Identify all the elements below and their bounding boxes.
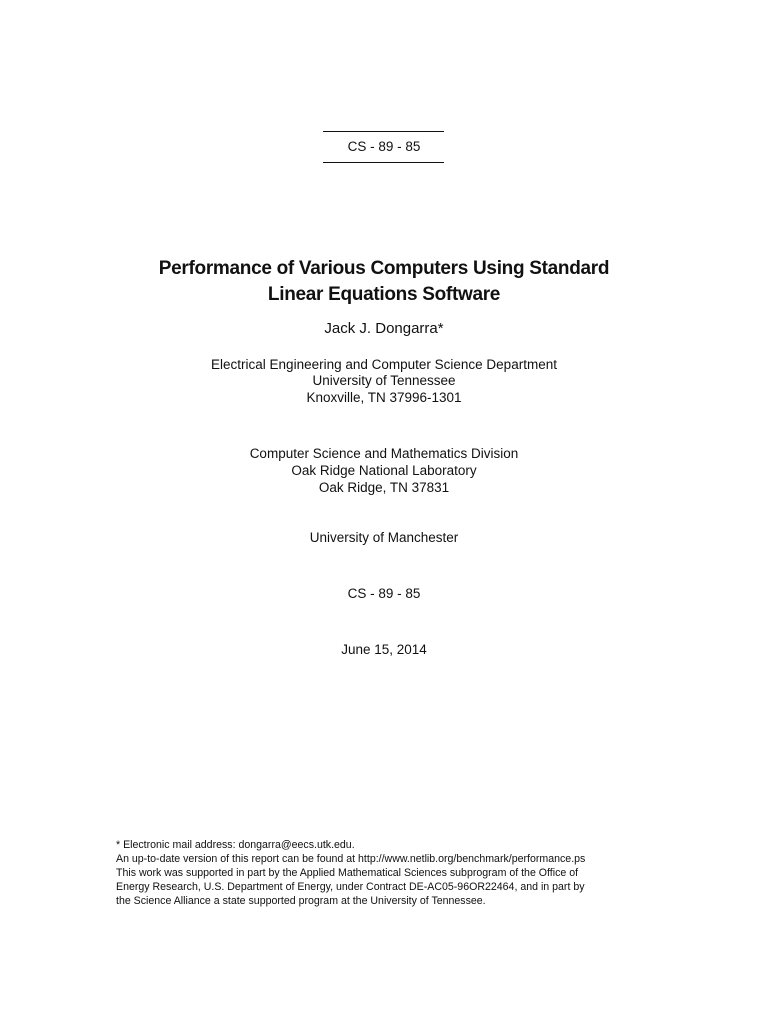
author-name: Jack J. Dongarra* <box>324 320 444 337</box>
footnote-line-support-2: Energy Research, U.S. Department of Energy, under Contract DE-AC05-96OR22464, and in part by <box>116 881 585 893</box>
report-number-bottom: CS - 89 - 85 <box>347 586 421 601</box>
affiliation-3-line-1: University of Manchester <box>309 530 459 545</box>
affiliation-1-line-2: University of Tennessee <box>312 373 456 388</box>
footnote-line-email: * Electronic mail address: dongarra@eecs.utk.edu. <box>116 839 355 851</box>
paper-title-line-1: Performance of Various Computers Using Standard <box>158 258 610 279</box>
report-date: June 15, 2014 <box>341 642 427 657</box>
affiliation-2-line-2: Oak Ridge National Laboratory <box>291 463 477 478</box>
affiliation-1-line-3: Knoxville, TN 37996-1301 <box>306 390 462 405</box>
affiliation-1-line-1: Electrical Engineering and Computer Science Department <box>211 357 557 372</box>
footnote-line-support-1: This work was supported in part by the Applied Mathematical Sciences subprogram of the Office of <box>116 867 579 879</box>
affiliation-2-line-3: Oak Ridge, TN 37831 <box>318 480 450 495</box>
affiliation-2-line-1: Computer Science and Mathematics Division <box>249 446 519 461</box>
footnote <box>116 838 656 908</box>
bottom-rule <box>323 162 444 163</box>
footnote-line-url: An up-to-date version of this report can be found at http://www.netlib.org/benchmark/performance.ps <box>116 853 586 865</box>
paper-title-line-2: Linear Equations Software <box>267 284 501 305</box>
report-number-top: CS - 89 - 85 <box>347 139 421 154</box>
footnote-line-support-3: the Science Alliance a state supported program at the University of Tennessee. <box>116 895 486 907</box>
top-rule <box>323 131 444 132</box>
